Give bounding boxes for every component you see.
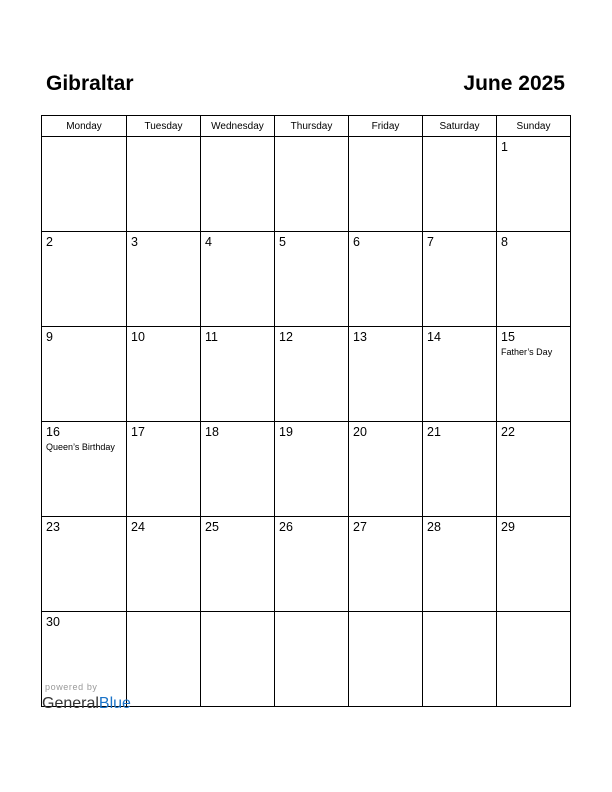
day-number: 10 bbox=[131, 330, 145, 344]
calendar-day-cell bbox=[349, 327, 423, 422]
weekday-header: Wednesday bbox=[201, 116, 275, 137]
logo-text-blue: Blue bbox=[98, 695, 131, 712]
logo-text-general: General bbox=[42, 695, 99, 712]
day-number: 2 bbox=[46, 235, 53, 249]
day-number: 20 bbox=[353, 425, 367, 439]
weekday-header: Friday bbox=[349, 116, 423, 137]
calendar-week-row bbox=[42, 517, 571, 612]
calendar-day-cell bbox=[497, 232, 571, 327]
calendar-day-cell bbox=[349, 232, 423, 327]
calendar-day-cell bbox=[423, 612, 497, 707]
calendar-day-cell bbox=[423, 232, 497, 327]
day-number: 24 bbox=[131, 520, 145, 534]
day-number: 4 bbox=[205, 235, 212, 249]
day-number: 12 bbox=[279, 330, 293, 344]
day-number: 18 bbox=[205, 425, 219, 439]
day-number: 13 bbox=[353, 330, 367, 344]
day-number: 9 bbox=[46, 330, 53, 344]
day-number: 21 bbox=[427, 425, 441, 439]
calendar-day-cell bbox=[423, 137, 497, 232]
weekday-header: Thursday bbox=[275, 116, 349, 137]
day-number: 15 bbox=[501, 330, 515, 344]
calendar-day-cell bbox=[42, 327, 127, 422]
calendar-week-row bbox=[42, 422, 571, 517]
calendar-day-cell bbox=[201, 517, 275, 612]
weekday-header: Saturday bbox=[423, 116, 497, 137]
day-number: 28 bbox=[427, 520, 441, 534]
day-number: 8 bbox=[501, 235, 508, 249]
calendar-week-row bbox=[42, 137, 571, 232]
calendar-week-row bbox=[42, 327, 571, 422]
day-number: 7 bbox=[427, 235, 434, 249]
calendar-day-cell bbox=[497, 422, 571, 517]
day-number: 23 bbox=[46, 520, 60, 534]
day-number: 3 bbox=[131, 235, 138, 249]
calendar-day-cell bbox=[201, 137, 275, 232]
calendar-day-cell bbox=[275, 517, 349, 612]
weekday-header: Sunday bbox=[497, 116, 571, 137]
calendar-day-cell bbox=[42, 422, 127, 517]
weekday-header-row bbox=[42, 116, 571, 137]
weekday-header: Tuesday bbox=[127, 116, 201, 137]
day-number: 29 bbox=[501, 520, 515, 534]
calendar-day-cell bbox=[42, 137, 127, 232]
calendar-day-cell bbox=[201, 232, 275, 327]
calendar-day-cell bbox=[127, 232, 201, 327]
day-number: 27 bbox=[353, 520, 367, 534]
day-number: 6 bbox=[353, 235, 360, 249]
calendar-country-title: Gibraltar bbox=[46, 72, 134, 95]
calendar-day-cell bbox=[275, 137, 349, 232]
calendar-day-cell bbox=[423, 422, 497, 517]
calendar-day-cell bbox=[127, 327, 201, 422]
calendar-day-cell bbox=[127, 517, 201, 612]
calendar-day-cell bbox=[423, 517, 497, 612]
day-number: 22 bbox=[501, 425, 515, 439]
holiday-event: Queen’s Birthday bbox=[46, 442, 115, 452]
calendar-day-cell bbox=[349, 137, 423, 232]
calendar-day-cell bbox=[201, 327, 275, 422]
calendar-day-cell bbox=[127, 137, 201, 232]
generalblue-logo bbox=[42, 694, 131, 714]
holiday-event: Father’s Day bbox=[501, 347, 553, 357]
day-number: 11 bbox=[205, 330, 218, 344]
calendar-grid bbox=[41, 115, 571, 707]
calendar-day-cell bbox=[349, 517, 423, 612]
calendar-day-cell bbox=[201, 612, 275, 707]
calendar-day-cell bbox=[42, 517, 127, 612]
day-number: 5 bbox=[279, 235, 286, 249]
day-number: 1 bbox=[501, 140, 508, 154]
day-number: 26 bbox=[279, 520, 293, 534]
day-number: 19 bbox=[279, 425, 293, 439]
calendar-week-row bbox=[42, 612, 571, 707]
calendar-day-cell bbox=[127, 422, 201, 517]
calendar-day-cell bbox=[275, 232, 349, 327]
calendar-day-cell bbox=[497, 327, 571, 422]
calendar-day-cell bbox=[497, 137, 571, 232]
day-number: 25 bbox=[205, 520, 219, 534]
day-number: 30 bbox=[46, 615, 60, 629]
powered-by-label: powered by bbox=[45, 682, 98, 692]
calendar-day-cell bbox=[42, 612, 127, 707]
day-number: 17 bbox=[131, 425, 145, 439]
day-number: 16 bbox=[46, 425, 60, 439]
calendar-day-cell bbox=[423, 327, 497, 422]
calendar-day-cell bbox=[275, 327, 349, 422]
calendar-day-cell bbox=[201, 422, 275, 517]
calendar-day-cell bbox=[349, 612, 423, 707]
calendar-day-cell bbox=[275, 612, 349, 707]
calendar-month-title: June 2025 bbox=[463, 72, 565, 95]
calendar-week-row bbox=[42, 232, 571, 327]
calendar-day-cell bbox=[275, 422, 349, 517]
calendar-day-cell bbox=[497, 612, 571, 707]
weekday-header: Monday bbox=[42, 116, 127, 137]
calendar-day-cell bbox=[349, 422, 423, 517]
day-number: 14 bbox=[427, 330, 441, 344]
calendar-day-cell bbox=[42, 232, 127, 327]
calendar-day-cell bbox=[497, 517, 571, 612]
calendar-day-cell bbox=[127, 612, 201, 707]
